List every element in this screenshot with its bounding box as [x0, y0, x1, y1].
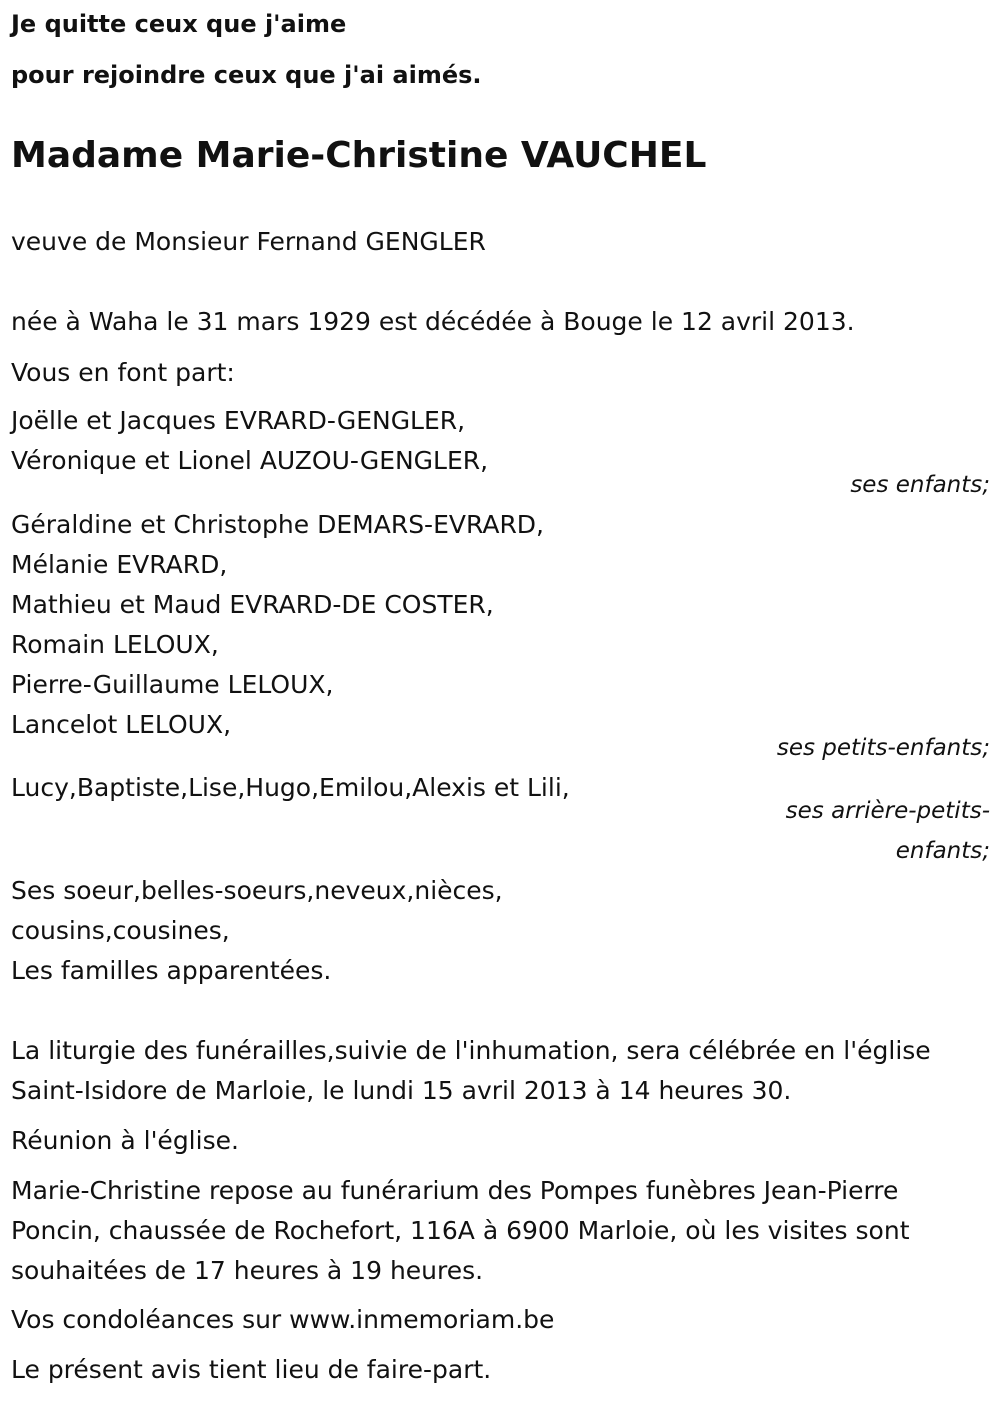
epigraph-line-2: pour rejoindre ceux que j'ai aimés.: [11, 61, 482, 89]
children-name-1: Joëlle et Jacques EVRARD-GENGLER,: [11, 406, 466, 435]
epigraph-line-1: Je quitte ceux que j'aime: [11, 10, 347, 38]
family-line-3: Les familles apparentées.: [11, 956, 332, 985]
visitation-line-1: Marie-Christine repose au funérarium des Pompes funèbres Jean-Pierre: [11, 1176, 899, 1205]
condolences-line: Vos condoléances sur www.inmemoriam.be: [11, 1305, 555, 1334]
grandchild-name-1: Géraldine et Christophe DEMARS-EVRARD,: [11, 510, 545, 539]
grandchild-name-5: Pierre-Guillaume LELOUX,: [11, 670, 334, 699]
grandchild-name-6: Lancelot LELOUX,: [11, 710, 232, 739]
children-name-2: Véronique et Lionel AUZOU-GENGLER,: [11, 446, 489, 475]
deceased-name: Madame Marie-Christine VAUCHEL: [11, 135, 707, 176]
children-role: ses enfants;: [850, 472, 990, 498]
grandchildren-role: ses petits-enfants;: [776, 735, 990, 761]
notice-line: Le présent avis tient lieu de faire-part.: [11, 1355, 492, 1384]
meeting-line: Réunion à l'église.: [11, 1126, 239, 1155]
birth-death-line: née à Waha le 31 mars 1929 est décédée à Bouge le 12 avril 2013.: [11, 307, 855, 336]
announcement-intro: Vous en font part:: [11, 358, 235, 387]
great-grandchildren-role-line-2: enfants;: [895, 838, 990, 864]
visitation-line-3: souhaitées de 17 heures à 19 heures.: [11, 1256, 484, 1285]
grandchild-name-3: Mathieu et Maud EVRARD-DE COSTER,: [11, 590, 494, 619]
visitation-line-2: Poncin, chaussée de Rochefort, 116A à 6900 Marloie, où les visites sont: [11, 1216, 910, 1245]
ceremony-line-2: Saint-Isidore de Marloie, le lundi 15 avril 2013 à 14 heures 30.: [11, 1076, 792, 1105]
grandchild-name-2: Mélanie EVRARD,: [11, 550, 228, 579]
ceremony-line-1: La liturgie des funérailles,suivie de l'inhumation, sera célébrée en l'église: [11, 1036, 931, 1065]
grandchild-name-4: Romain LELOUX,: [11, 630, 219, 659]
widow-of-line: veuve de Monsieur Fernand GENGLER: [11, 227, 486, 256]
great-grandchildren-names: Lucy,Baptiste,Lise,Hugo,Emilou,Alexis et Lili,: [11, 773, 570, 802]
great-grandchildren-role-line-1: ses arrière-petits-: [785, 798, 990, 824]
family-line-2: cousins,cousines,: [11, 916, 230, 945]
family-line-1: Ses soeur,belles-soeurs,neveux,nièces,: [11, 876, 503, 905]
